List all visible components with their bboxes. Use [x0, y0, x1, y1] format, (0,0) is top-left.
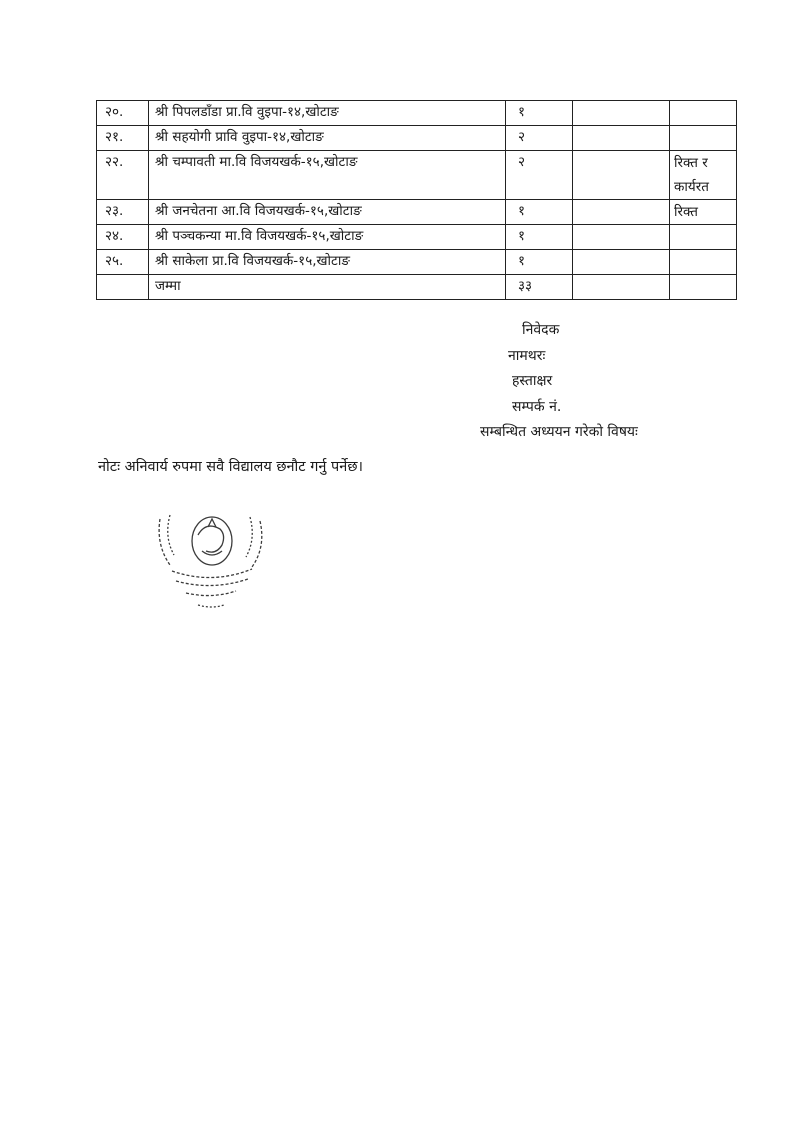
subject-field-label: सम्बन्धित अध्ययन गरेको विषयः: [480, 424, 638, 441]
school-name: श्री चम्पावती मा.वि विजयखर्क-१५,खोटाङ: [149, 151, 506, 200]
blank-cell: [97, 275, 149, 300]
school-name: श्री पञ्चकन्या मा.वि विजयखर्क-१५,खोटाङ: [149, 225, 506, 250]
stamp-seal-icon: [150, 505, 272, 625]
teacher-count: २: [506, 151, 573, 200]
total-label: जम्मा: [149, 275, 506, 300]
serial-number: २३.: [97, 200, 149, 225]
table-row: [97, 151, 737, 200]
remark: [670, 250, 737, 275]
contact-field-label: सम्पर्क नं.: [512, 398, 562, 415]
note-text: नोटः अनिवार्य रुपमा सवै विद्यालय छनौट गर्नु पर्नेछ।: [98, 459, 363, 475]
school-name: श्री साकेला प्रा.वि विजयखर्क-१५,खोटाङ: [149, 250, 506, 275]
blank-cell: [573, 200, 670, 225]
table-row: [97, 225, 737, 250]
table-row: [97, 126, 737, 151]
applicant-signature-block: [470, 318, 638, 446]
serial-number: २४.: [97, 225, 149, 250]
remark: [670, 225, 737, 250]
school-name: श्री जनचेतना आ.वि विजयखर्क-१५,खोटाङ: [149, 200, 506, 225]
teacher-count: १: [506, 200, 573, 225]
teacher-count: १: [506, 250, 573, 275]
table-row: [97, 250, 737, 275]
blank-cell: [573, 101, 670, 126]
serial-number: २५.: [97, 250, 149, 275]
signature-field-label: हस्ताक्षर: [512, 373, 553, 390]
blank-cell: [573, 250, 670, 275]
table-row: [97, 101, 737, 126]
applicant-label: निवेदक: [522, 322, 560, 338]
total-count: ३३: [506, 275, 573, 300]
serial-number: २२.: [97, 151, 149, 200]
total-row: [97, 275, 737, 300]
blank-cell: [670, 275, 737, 300]
blank-cell: [573, 275, 670, 300]
blank-cell: [573, 225, 670, 250]
blank-cell: [573, 126, 670, 151]
remark: [670, 101, 737, 126]
remark: रिक्त: [670, 200, 737, 225]
school-table: [96, 100, 737, 300]
blank-cell: [573, 151, 670, 200]
school-name: श्री सहयोगी प्रावि वुइपा-१४,खोटाङ: [149, 126, 506, 151]
serial-number: २०.: [97, 101, 149, 126]
name-field-label: नामथरः: [508, 347, 546, 364]
table-row: [97, 200, 737, 225]
teacher-count: १: [506, 225, 573, 250]
office-stamp: [150, 505, 272, 625]
teacher-count: २: [506, 126, 573, 151]
school-name: श्री पिपलडाँडा प्रा.वि वुइपा-१४,खोटाङ: [149, 101, 506, 126]
remark: रिक्त र कार्यरत: [670, 151, 737, 200]
serial-number: २१.: [97, 126, 149, 151]
remark: [670, 126, 737, 151]
teacher-count: १: [506, 101, 573, 126]
